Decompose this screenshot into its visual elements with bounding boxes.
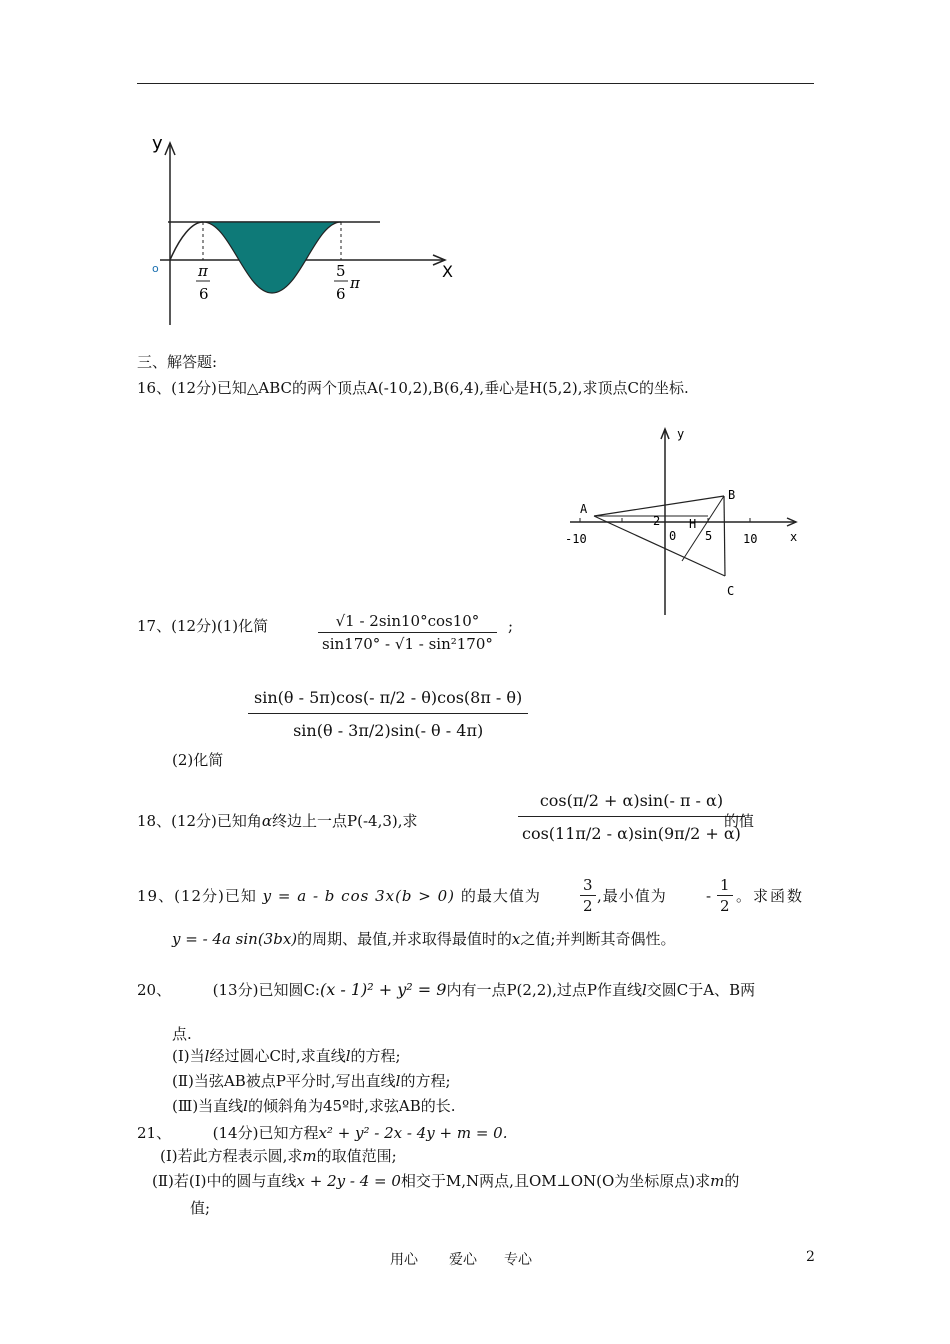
- q21-m2: m: [710, 1172, 725, 1190]
- q20-i2-b: 的方程;: [400, 1072, 451, 1090]
- q18-fraction: [518, 786, 745, 851]
- q17-denominator: sin170° - √1 - sin²170°: [322, 635, 493, 653]
- q20-l: l: [641, 981, 647, 999]
- q17-fraction-2: [248, 683, 528, 748]
- q19-line2-tail: 之值;并判断其奇偶性。: [520, 930, 676, 948]
- tick-5pi-over-6-pi: π: [350, 274, 360, 292]
- q21-line1: [137, 1123, 508, 1143]
- tick-pi-over-6-den: 6: [199, 285, 209, 303]
- q18-tail: 的值: [724, 812, 755, 830]
- q20-i2-l: l: [395, 1072, 401, 1090]
- q19-max-text: 的最大值为: [460, 887, 541, 905]
- q18-label: [137, 811, 418, 831]
- header-rule: [137, 83, 814, 84]
- q20-i1-l: l: [204, 1047, 210, 1065]
- q19-min-den: 2: [720, 897, 730, 915]
- q19-prefix: 19、(12分)已知: [137, 887, 257, 905]
- q20-item2: [172, 1071, 451, 1091]
- tick-5pi-over-6-den: 6: [336, 285, 346, 303]
- q21-i1-a: (Ⅰ)若此方程表示圆,求: [160, 1147, 303, 1165]
- q19-min-sign: -: [706, 887, 712, 905]
- q18-alpha: α: [261, 812, 273, 830]
- q19-x: x: [511, 930, 521, 948]
- graph2-x-label: x: [790, 530, 798, 544]
- q20-i3-a: (Ⅲ)当直线: [172, 1097, 244, 1115]
- triangle-graph: [560, 425, 805, 620]
- q18-prefix: 18、(12分)已知角: [137, 812, 262, 830]
- graph1-x-label: X: [442, 262, 453, 281]
- q21-eq: x² + y² - 2x - 4y + m = 0.: [318, 1124, 508, 1142]
- q20-i3-l: l: [243, 1097, 248, 1115]
- q19-max-fraction: [580, 875, 596, 916]
- q19-func: y = - 4a sin(3bx): [172, 930, 298, 948]
- q21-item1: [160, 1146, 397, 1166]
- q19-line2-text: 的周期、最值,并求取得最值时的: [297, 930, 512, 948]
- shaded-region: [203, 222, 341, 293]
- q19-line1: [137, 886, 541, 906]
- q20-item1: [172, 1046, 401, 1066]
- q20-i1-b: 经过圆心C时,求直线: [209, 1047, 346, 1065]
- graph2-y-label: y: [677, 427, 685, 441]
- q20-i1-a: (Ⅰ)当: [172, 1047, 205, 1065]
- q20-item3: [172, 1096, 456, 1116]
- q17-numerator: √1 - 2sin10°cos10°: [318, 610, 497, 633]
- q18-denominator: cos(11π/2 - α)sin(9π/2 + α): [522, 824, 741, 843]
- page-number: 2: [806, 1249, 815, 1265]
- q21-i2-c: 的: [724, 1172, 740, 1190]
- q21-m: m: [302, 1147, 317, 1165]
- q20-points: (13分)已知圆C:: [212, 981, 320, 999]
- q20-label: 20、: [137, 981, 172, 999]
- q18-mid: 终边上一点P(-4,3),求: [272, 812, 418, 830]
- q17-semicolon: ;: [508, 617, 514, 635]
- q21-label: 21、: [137, 1124, 172, 1142]
- tick-minus10: -10: [565, 532, 587, 546]
- q20-tail: 交圆C于A、B两: [646, 981, 756, 999]
- q19-line2: [172, 929, 675, 949]
- q19-min-text: ,最小值为: [597, 887, 667, 905]
- footer-b: 爱心: [449, 1252, 477, 1268]
- point-H-label: H: [689, 517, 697, 531]
- q20-circle: (x - 1)² + y² = 9: [319, 980, 447, 999]
- q20-line2: 点.: [172, 1025, 192, 1043]
- q21-item2-cont: 值;: [190, 1199, 211, 1217]
- q18-numerator: cos(π/2 + α)sin(- π - α): [518, 786, 745, 817]
- q19-min-num: 1: [717, 875, 733, 896]
- q19-expr: y = a - b cos 3x(b > 0): [262, 887, 456, 905]
- tick-5pi-over-6-num: 5: [336, 262, 346, 280]
- shaded-curve-graph: [140, 125, 470, 330]
- tick-2: 2: [653, 514, 661, 528]
- point-C-label: C: [727, 584, 735, 598]
- q19-max-num: 3: [580, 875, 596, 896]
- point-A-label: A: [580, 502, 588, 516]
- q21-item2: [152, 1171, 739, 1191]
- footer-a: 用心: [390, 1252, 418, 1268]
- q20-i2-a: (Ⅱ)当弦AB被点P平分时,写出直线: [172, 1072, 396, 1090]
- q17-p2-numerator: sin(θ - 5π)cos(- π/2 - θ)cos(8π - θ): [248, 683, 528, 714]
- tick-5: 5: [705, 529, 713, 543]
- q16-text: 16、(12分)已知△ABC的两个顶点A(-10,2),B(6,4),垂心是H(5,2),求顶点C的坐标.: [137, 379, 689, 397]
- q21-i1-b: 的取值范围;: [316, 1147, 397, 1165]
- q17-fraction-1: [318, 610, 497, 655]
- q20-i1-l2: l: [345, 1047, 351, 1065]
- section-title: 三、解答题:: [137, 353, 218, 371]
- q20-i3-b: 的倾斜角为45º时,求弦AB的长.: [247, 1097, 456, 1115]
- q19-min-fraction: [717, 875, 733, 916]
- q20-line1: [137, 980, 755, 1000]
- graph1-y-label: y: [152, 133, 163, 154]
- q21-points: (14分)已知方程: [212, 1124, 319, 1142]
- q20-mid: 内有一点P(2,2),过点P作直线: [446, 981, 642, 999]
- q21-line: x + 2y - 4 = 0: [296, 1172, 401, 1190]
- q19-max-den: 2: [583, 897, 593, 915]
- q17-label: 17、(12分)(1)化简: [137, 617, 269, 635]
- tick-0: 0: [669, 529, 677, 543]
- q17-p2-label: (2)化简: [172, 751, 224, 769]
- q21-i2-a: (Ⅱ)若(Ⅰ)中的圆与直线: [152, 1172, 297, 1190]
- point-B-label: B: [728, 488, 736, 502]
- q21-i2-b: 相交于M,N两点,且OM⊥ON(O为坐标原点)求: [400, 1172, 711, 1190]
- q19-end: 。求函数: [736, 887, 805, 905]
- footer-c: 专心: [504, 1252, 532, 1268]
- q17-p2-denominator: sin(θ - 3π/2)sin(- θ - 4π): [293, 721, 484, 740]
- q20-i1-c: 的方程;: [350, 1047, 401, 1065]
- graph1-origin: o: [152, 262, 159, 275]
- tick-pi-over-6-num: π: [198, 262, 208, 280]
- tick-10: 10: [743, 532, 758, 546]
